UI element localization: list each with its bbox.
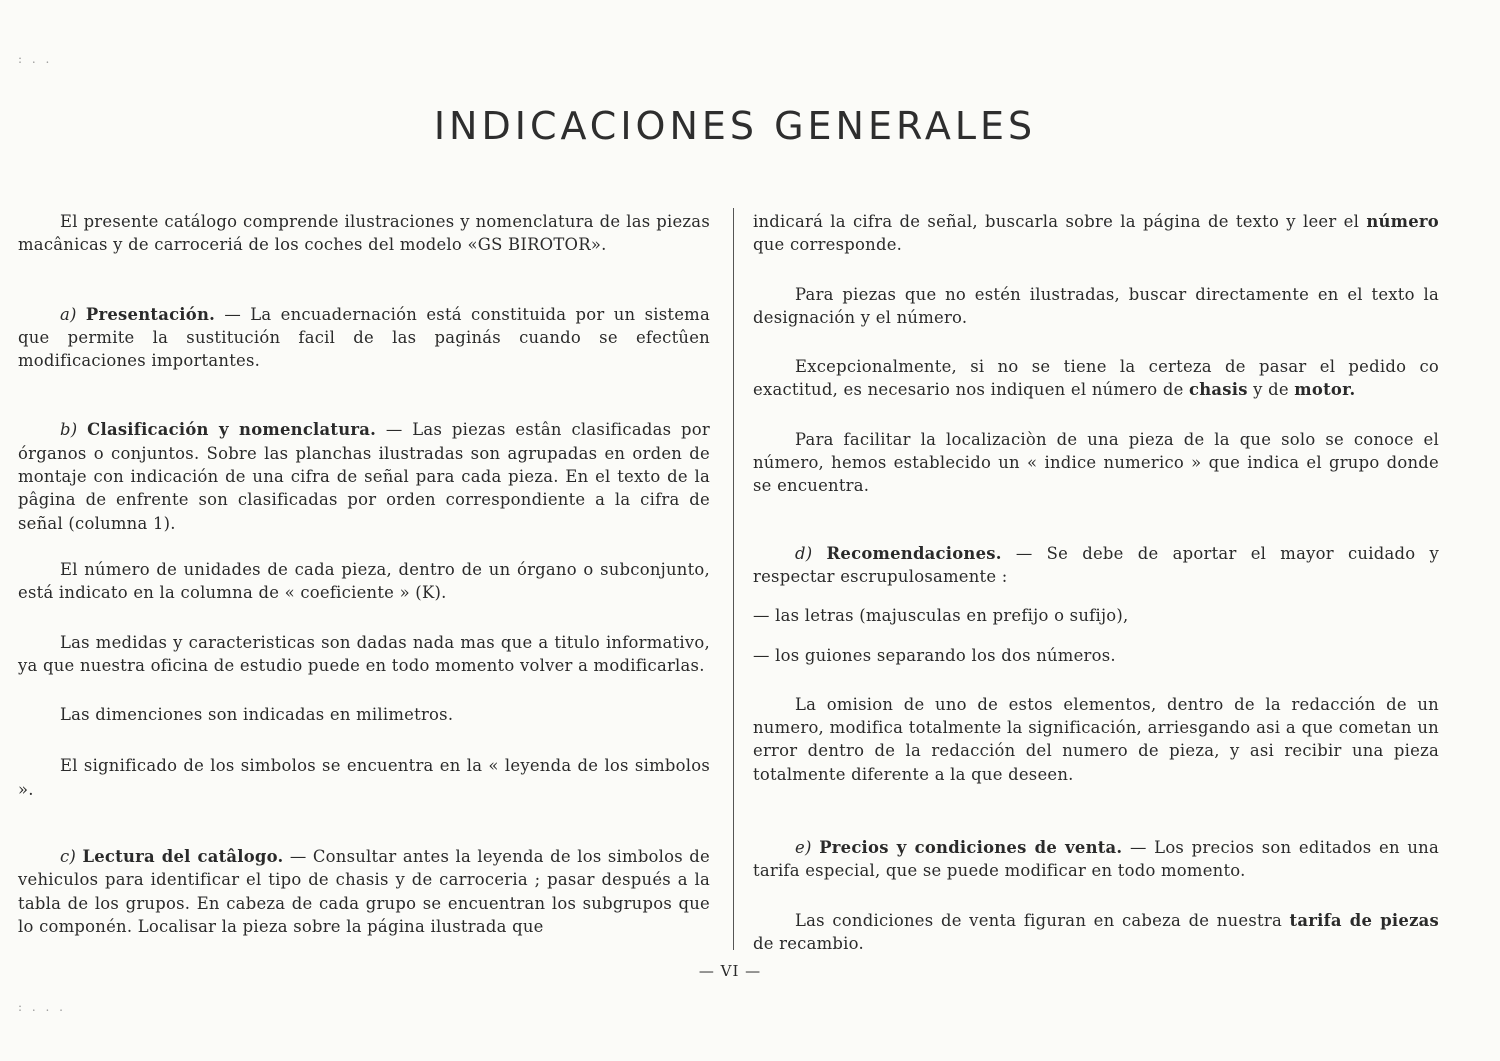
- section-label: d): [795, 543, 813, 563]
- section-heading: Recomendaciones.: [826, 543, 1002, 563]
- paragraph-measures: Las medidas y caracteristicas son dadas nada mas que a titulo informativo, ya que nuestra oficina de estudio puede en todo momento volver a modificarlas.: [18, 632, 710, 675]
- text-run: que corresponde.: [753, 235, 903, 255]
- text-run: exactitud, es necesario nos indiquen el número de: [753, 380, 1189, 400]
- paragraph-conditions: [753, 909, 1439, 956]
- section-label: a): [60, 304, 77, 324]
- section-text: — Los precios son editados en una tarifa especial, que se puede modificar en todo momento.: [753, 838, 1439, 881]
- left-column: [18, 210, 710, 938]
- text-run: indicará la cifra de señal, buscarla sobre la página de texto y leer el: [753, 212, 1367, 231]
- section-heading: Clasificación y nomenclatura.: [87, 420, 377, 440]
- emphasis: chasis: [1189, 380, 1248, 400]
- continuation-paragraph: [753, 210, 1439, 257]
- page-number: — VI —: [698, 962, 762, 980]
- column-divider: [733, 208, 734, 950]
- list-item: — los guiones separando los dos números.: [753, 645, 1116, 665]
- margin-mark: : . . .: [18, 1000, 66, 1014]
- section-b: [18, 418, 710, 534]
- section-a: [18, 303, 710, 373]
- text-run: de recambio.: [753, 933, 864, 953]
- section-heading: Precios y condiciones de venta.: [819, 838, 1123, 858]
- section-text: — Las piezas estân clasificadas por órganos o conjuntos. Sobre las planchas ilustradas son agrupadas en orden de montaje con indicación de una cifra de señal para cada pieza. En el texto de la pâgina de enfrente son clasificadas por orden correspondiente a la cifra de señal (columna 1).: [18, 420, 710, 533]
- margin-mark: : . .: [18, 52, 53, 66]
- text-run: Las condiciones de venta figuran en cabeza de nuestra: [795, 910, 1290, 930]
- section-label: b): [60, 420, 78, 440]
- paragraph-exception: [753, 355, 1439, 402]
- section-text: — Se debe de aportar el mayor cuidado y respectar escrupulosamente :: [753, 543, 1439, 586]
- emphasis: motor.: [1294, 380, 1356, 400]
- paragraph-dimensions: Las dimenciones son indicadas en milimetros.: [60, 705, 454, 725]
- section-heading: Lectura del catâlogo.: [82, 847, 284, 867]
- section-text: — Consultar antes la leyenda de los simbolos de vehiculos para identificar el tipo de chasis y de carroceria ; pasar después a la tabla de los grupos. En cabeza de cada grupo se encuentran los subgrupos que lo componén. Localisar la pieza sobre la página ilustrada que: [18, 847, 711, 936]
- paragraph-units: El número de unidades de cada pieza, dentro de un órgano o subconjunto, está indicato en la columna de « coeficiente » (K).: [18, 559, 710, 603]
- paragraph-omission: La omision de uno de estos elementos, dentro de la redacción de un numero, modifica totalmente la significación, arriesgando asi a que cometan un error dentro de la redacción del numero de pieza, y asi recibir una pieza totalmente diferente a la que deseen.: [753, 694, 1439, 784]
- section-label: c): [60, 847, 77, 867]
- list-item: — las letras (majusculas en prefijo o sufijo),: [753, 606, 1129, 626]
- section-label: e): [795, 838, 812, 858]
- paragraph-index: Para facilitar la localizaciòn de una pieza de la que solo se conoce el número, hemos establecido un « indice numerico » que indica el grupo donde se encuentra.: [753, 429, 1439, 496]
- right-column: [753, 210, 1439, 955]
- section-e: [753, 836, 1439, 883]
- text-run: y de: [1247, 380, 1295, 400]
- section-c: [18, 845, 710, 938]
- emphasis: tarifa de piezas: [1289, 910, 1439, 930]
- section-d: [753, 542, 1439, 589]
- paragraph-symbols: El significado de los simbolos se encuentra en la « leyenda de los simbolos ».: [18, 756, 710, 799]
- text-run: Excepcionalmente, si no se tiene la certeza de pasar el pedido co: [795, 357, 1439, 377]
- paragraph-not-illustrated: Para piezas que no estén ilustradas, buscar directamente en el texto la designación y el número.: [753, 284, 1439, 327]
- section-text: — La encuadernación está constituida por un sistema que permite la sustitución facil de las paginás cuando se efectûen modificaciones importantes.: [18, 304, 710, 371]
- section-heading: Presentación.: [85, 304, 216, 324]
- emphasis: número: [1366, 212, 1439, 231]
- intro-paragraph: El presente catálogo comprende ilustraciones y nomenclatura de las piezas macânicas y de carroceriá de los coches del modelo «GS BIROTOR».: [18, 212, 710, 255]
- page-title: INDICACIONES GENERALES: [433, 104, 1037, 148]
